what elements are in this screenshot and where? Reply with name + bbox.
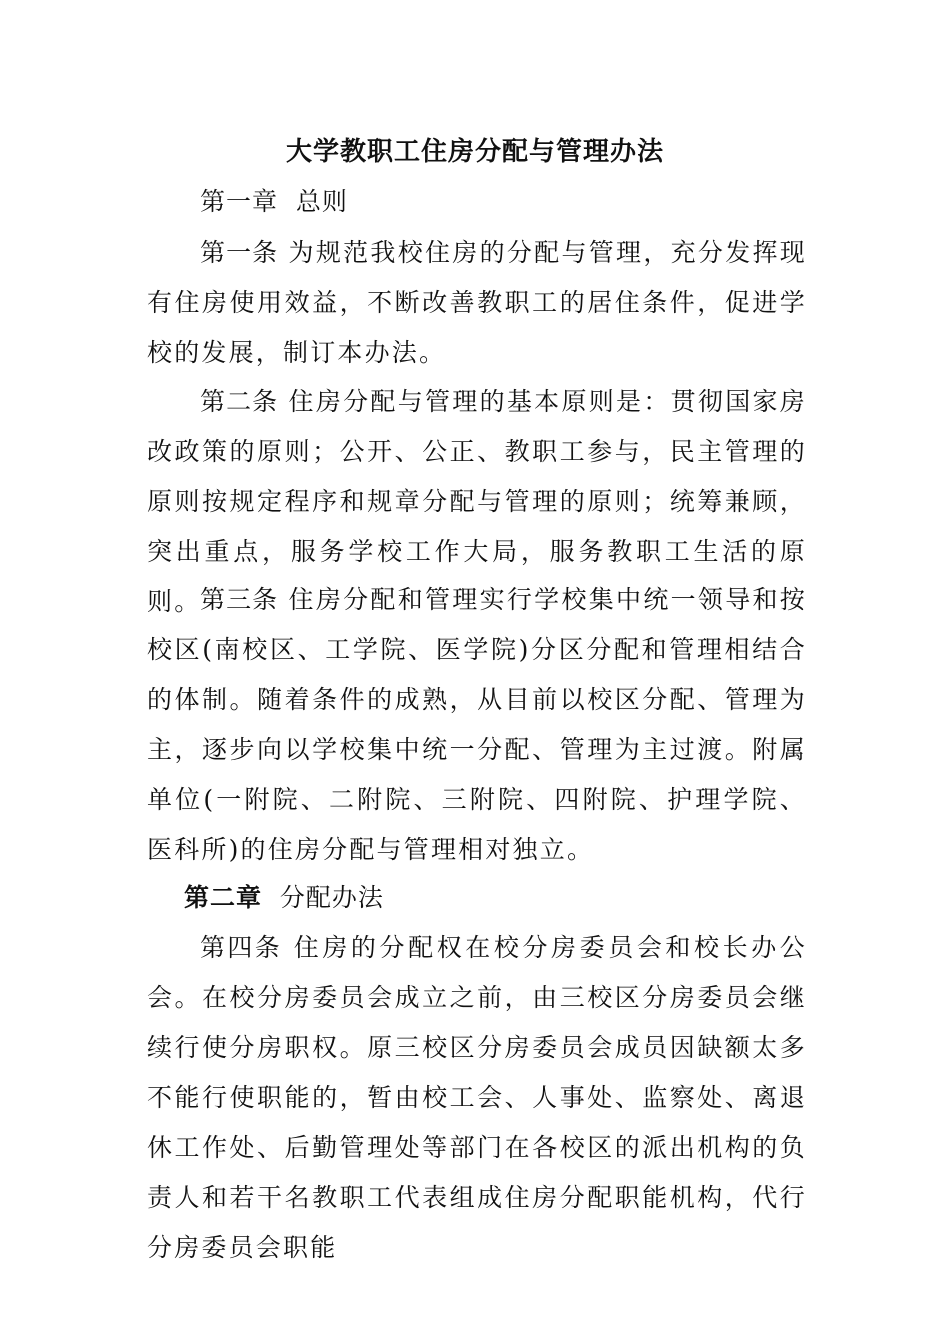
- article-3-paragraph: [147, 575, 807, 875]
- chapter-1-heading: [200, 184, 348, 220]
- chapter-2-label: 第二章: [184, 883, 263, 912]
- chapter-1-label: 第一章: [200, 187, 279, 216]
- article-1-text: 为规范我校住房的分配与管理，充分发挥现有住房使用效益，不断改善教职工的居住条件，促进学校的发展，制订本办法。: [147, 238, 807, 367]
- chapter-1-name: 总则: [295, 187, 348, 216]
- article-4-label: 第四条: [200, 933, 283, 962]
- chapter-2-heading: [184, 880, 384, 916]
- chapter-2-name: 分配办法: [279, 883, 384, 912]
- article-1-paragraph: [147, 228, 807, 378]
- document-title: 大学教职工住房分配与管理办法: [285, 137, 664, 167]
- article-3-label: 第三条: [200, 585, 279, 614]
- article-1-label: 第一条: [200, 238, 279, 267]
- article-2-text: 住房分配与管理的基本原则是：贯彻国家房改政策的原则；公开、公正、教职工参与，民主管理的原则按规定程序和规章分配与管理的原则；统筹兼顾，突出重点，服务学校工作大局，服务教职工生活的原则。: [147, 387, 807, 616]
- article-4-paragraph: [147, 923, 807, 1273]
- article-4-text: 住房的分配权在校分房委员会和校长办公会。在校分房委员会成立之前，由三校区分房委员会继续行使分房职权。原三校区分房委员会成员因缺额太多不能行使职能的，暂由校工会、人事处、监察处、离退休工作处、后勤管理处等部门在各校区的派出机构的负责人和若干名教职工代表组成住房分配职能机构，代行分房委员会职能: [147, 933, 807, 1262]
- article-2-label: 第二条: [200, 387, 279, 416]
- article-3-text: 住房分配和管理实行学校集中统一领导和按校区(南校区、工学院、医学院)分区分配和管理相结合的体制。随着条件的成熟，从目前以校区分配、管理为主，逐步向以学校集中统一分配、管理为主过渡。附属单位(一附院、二附院、三附院、四附院、护理学院、医科所)的住房分配与管理相对独立。: [147, 585, 807, 864]
